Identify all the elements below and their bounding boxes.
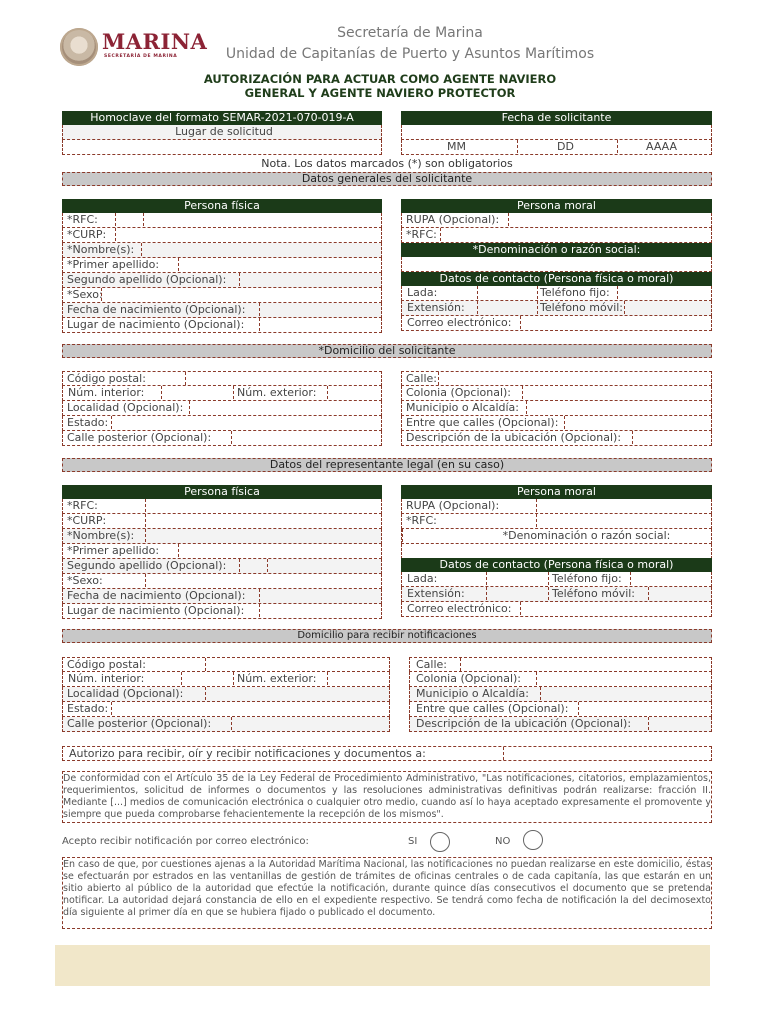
mandatory-note: Nota. Los datos marcados (*) son obligatorios: [261, 157, 513, 170]
autorizo-field[interactable]: Autorizo para recibir, oír y recibir notificaciones y documentos a:: [62, 746, 712, 761]
form-title-line-2: GENERAL Y AGENTE NAVIERO PROTECTOR: [244, 86, 516, 100]
s2-num-int-ext[interactable]: Núm. interior: Núm. exterior:: [62, 386, 382, 401]
s3-contact-header: Datos de contacto (Persona física o moral): [401, 558, 712, 572]
section-domicilio-solicitante: *Domicilio del solicitante: [62, 344, 712, 358]
fecha-input-row[interactable]: [401, 125, 712, 140]
s3-pm-rfc[interactable]: *RFC:: [401, 514, 712, 529]
no-radio[interactable]: [523, 830, 543, 850]
s3-pm-rupa[interactable]: RUPA (Opcional):: [401, 499, 712, 514]
s1-pm-rupa[interactable]: RUPA (Opcional):: [401, 213, 712, 228]
s1-contact-header: Datos de contacto (Persona física o moral): [401, 272, 712, 286]
org-line-1: Secretaría de Marina: [337, 25, 483, 41]
s1-persona-moral-header: Persona moral: [401, 199, 712, 213]
s3-lada-telfijo[interactable]: Lada: Teléfono fijo:: [401, 572, 712, 587]
s3-pf-lugar-nacimiento[interactable]: Lugar de nacimiento (Opcional):: [62, 604, 382, 619]
section-representante-legal: Datos del representante legal (en su caso): [62, 458, 712, 472]
s3-pf-sexo[interactable]: *Sexo:: [62, 574, 382, 589]
s3-pm-denominacion[interactable]: *Denominación o razón social:: [401, 529, 712, 544]
s3-pf-fecha-nacimiento[interactable]: Fecha de nacimiento (Opcional):: [62, 589, 382, 604]
s4-codigo-postal[interactable]: Código postal:: [62, 657, 390, 672]
s4-calle-posterior[interactable]: Calle posterior (Opcional):: [62, 717, 390, 732]
s2-codigo-postal[interactable]: Código postal:: [62, 371, 382, 386]
s3-persona-fisica-header: Persona física: [62, 485, 382, 499]
s3-pf-primer-apellido[interactable]: *Primer apellido:: [62, 544, 382, 559]
month-label: MM: [447, 140, 466, 153]
s1-pf-primer-apellido[interactable]: *Primer apellido:: [62, 258, 382, 273]
s1-pf-fecha-nacimiento[interactable]: Fecha de nacimiento (Opcional):: [62, 303, 382, 318]
marina-logo: [60, 26, 208, 70]
year-label: AAAA: [646, 140, 678, 153]
si-label: SI: [408, 836, 418, 847]
s2-municipio[interactable]: Municipio o Alcaldía:: [401, 401, 712, 416]
s4-localidad[interactable]: Localidad (Opcional):: [62, 687, 390, 702]
s2-entre-calles[interactable]: Entre que calles (Opcional):: [401, 416, 712, 431]
s4-municipio[interactable]: Municipio o Alcaldía:: [409, 687, 712, 702]
s2-calle[interactable]: Calle:: [401, 371, 712, 386]
s1-lada-telfijo[interactable]: Lada: Teléfono fijo:: [401, 286, 712, 301]
s1-pm-rfc[interactable]: *RFC:: [401, 228, 712, 243]
fecha-solicitante-header: Fecha de solicitante: [401, 111, 712, 125]
national-seal-icon: [60, 28, 98, 66]
s3-pf-curp[interactable]: *CURP:: [62, 514, 382, 529]
lugar-solicitud-label: Lugar de solicitud: [62, 125, 382, 140]
s3-persona-moral-header: Persona moral: [401, 485, 712, 499]
s1-pf-sexo[interactable]: *Sexo:: [62, 288, 382, 303]
s4-calle[interactable]: Calle:: [409, 657, 712, 672]
s4-entre-calles[interactable]: Entre que calles (Opcional):: [409, 702, 712, 717]
s1-pm-denominacion-input[interactable]: [401, 257, 712, 272]
s1-correo[interactable]: Correo electrónico:: [401, 316, 712, 331]
s1-pm-denominacion-header: *Denominación o razón social:: [401, 243, 712, 257]
s4-estado[interactable]: Estado:: [62, 702, 390, 717]
s1-ext-telmovil[interactable]: Extensión: Teléfono móvil:: [401, 301, 712, 316]
s4-colonia[interactable]: Colonia (Opcional):: [409, 672, 712, 687]
no-label: NO: [495, 836, 511, 847]
s1-pf-curp[interactable]: *CURP:: [62, 228, 382, 243]
si-radio[interactable]: [430, 832, 450, 852]
acepto-correo-label: Acepto recibir notificación por correo electrónico:: [62, 836, 309, 847]
s1-pf-rfc[interactable]: *RFC:: [62, 213, 382, 228]
s1-pf-nombre[interactable]: *Nombre(s):: [62, 243, 382, 258]
section-datos-generales: Datos generales del solicitante: [62, 172, 712, 186]
s1-persona-fisica-header: Persona física: [62, 199, 382, 213]
s3-pm-blank[interactable]: [401, 544, 712, 559]
form-title-line-1: AUTORIZACIÓN PARA ACTUAR COMO AGENTE NAVIERO: [203, 72, 557, 86]
s2-colonia[interactable]: Colonia (Opcional):: [401, 386, 712, 401]
s3-pf-rfc[interactable]: *RFC:: [62, 499, 382, 514]
legal-paragraph-estrados: En caso de que, por cuestiones ajenas a la Autoridad Marítima Nacional, las notificaciones no puedan realizarse en este domicilio, éstas se efectuarán por estrados en las ventanillas de gestión de trámites de oficinas centrales o de cada capitanía, las que estarán en un sitio abierto al público de la autoridad que efectúe la notificación, durante quince días consecutivos el documento que se pretenda notificar. La autoridad dejará constancia de ello en el expediente respectivo. Se tendrá como fecha de notificación la del decimosexto día siguiente al primer día en que se hubiera fijado o publicado el documento.: [62, 857, 712, 929]
s2-calle-posterior[interactable]: Calle posterior (Opcional):: [62, 431, 382, 446]
s3-pf-segundo-apellido[interactable]: Segundo apellido (Opcional):: [62, 559, 382, 574]
s3-ext-telmovil[interactable]: Extensión: Teléfono móvil:: [401, 587, 712, 602]
s4-num-int-ext[interactable]: Núm. interior: Núm. exterior:: [62, 672, 390, 687]
s2-estado[interactable]: Estado:: [62, 416, 382, 431]
org-line-2: Unidad de Capitanías de Puerto y Asuntos Marítimos: [225, 46, 595, 62]
s4-descripcion-ubicacion[interactable]: Descripción de la ubicación (Opcional):: [409, 717, 712, 732]
footer-band: [55, 945, 710, 986]
brand-subtitle: SECRETARÍA DE MARINA: [104, 54, 178, 59]
s2-localidad[interactable]: Localidad (Opcional):: [62, 401, 382, 416]
section-domicilio-notificaciones: Domicilio para recibir notificaciones: [62, 629, 712, 643]
s3-correo[interactable]: Correo electrónico:: [401, 602, 712, 617]
homoclave-header: Homoclave del formato SEMAR-2021-070-019-A: [62, 111, 382, 125]
s2-descripcion-ubicacion[interactable]: Descripción de la ubicación (Opcional):: [401, 431, 712, 446]
legal-paragraph-articulo-35: De conformidad con el Artículo 35 de la Ley Federal de Procedimiento Administrativo, "Las notificaciones, citatorios, emplazamientos, requerimientos, solicitud de informes o documentos y las resoluciones administrativas definitivas podrán realizarse: fracción II. Mediante [...] medios de comunicación electrónica o cualquier otro medio, cuando así lo haya aceptado expresamente el promovente y siempre que pueda comprobarse fehacientemente la recepción de los mismos".: [62, 771, 712, 823]
lugar-solicitud-input[interactable]: [62, 140, 382, 155]
brand-name: MARINA: [102, 29, 208, 54]
s1-pf-lugar-nacimiento[interactable]: Lugar de nacimiento (Opcional):: [62, 318, 382, 333]
s3-pf-nombre[interactable]: *Nombre(s):: [62, 529, 382, 544]
s1-pf-segundo-apellido[interactable]: Segundo apellido (Opcional):: [62, 273, 382, 288]
day-label: DD: [557, 140, 574, 153]
fecha-labels-row: [401, 140, 712, 155]
